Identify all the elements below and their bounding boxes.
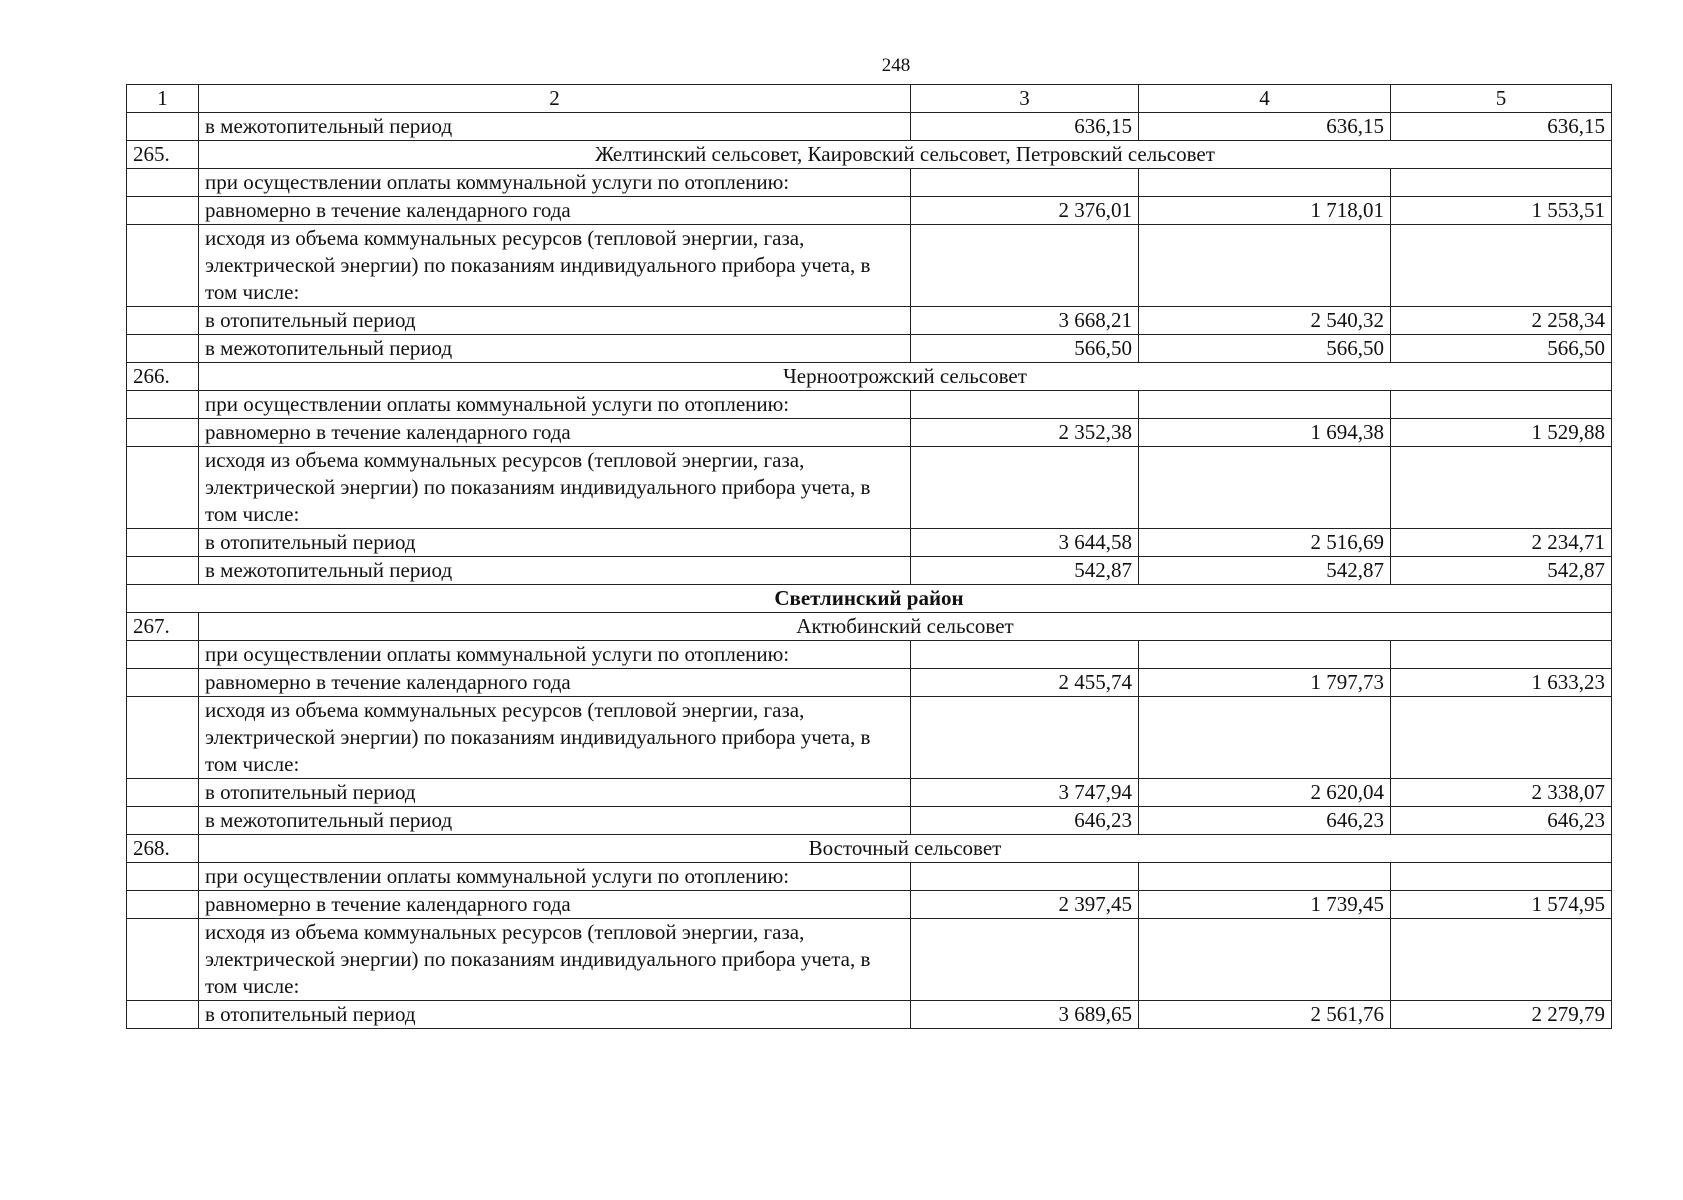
value-col-4 bbox=[1139, 169, 1391, 197]
value-col-5: 542,87 bbox=[1391, 557, 1612, 585]
row-label: исходя из объема коммунальных ресурсов (тепловой энергии, газа, электрической энергии) по показаниям индивидуального прибора учета, в том числе: bbox=[199, 225, 911, 307]
value-col-3 bbox=[911, 169, 1139, 197]
value-col-5: 566,50 bbox=[1391, 335, 1612, 363]
table-row bbox=[127, 641, 1612, 669]
row-label: в отопительный период bbox=[199, 1001, 911, 1029]
row-label: в отопительный период bbox=[199, 529, 911, 557]
value-col-4: 2 540,32 bbox=[1139, 307, 1391, 335]
value-col-3: 3 747,94 bbox=[911, 779, 1139, 807]
table-row bbox=[127, 419, 1612, 447]
group-title: Желтинский сельсовет, Каировский сельсовет, Петровский сельсовет bbox=[199, 141, 1612, 169]
value-col-5: 1 574,95 bbox=[1391, 891, 1612, 919]
header-cell-1: 1 bbox=[127, 85, 199, 113]
value-col-4: 2 516,69 bbox=[1139, 529, 1391, 557]
row-index bbox=[127, 307, 199, 335]
row-index: 267. bbox=[127, 613, 199, 641]
row-label: в отопительный период bbox=[199, 779, 911, 807]
group-row bbox=[127, 613, 1612, 641]
value-col-3: 2 376,01 bbox=[911, 197, 1139, 225]
value-col-3 bbox=[911, 697, 1139, 779]
value-col-3: 2 397,45 bbox=[911, 891, 1139, 919]
value-col-4 bbox=[1139, 863, 1391, 891]
value-col-5 bbox=[1391, 391, 1612, 419]
table-row bbox=[127, 1001, 1612, 1029]
group-title: Восточный сельсовет bbox=[199, 835, 1612, 863]
row-index bbox=[127, 807, 199, 835]
table-row bbox=[127, 669, 1612, 697]
tariff-table bbox=[126, 84, 1612, 1029]
section-row bbox=[127, 585, 1612, 613]
table-row bbox=[127, 697, 1612, 779]
value-col-4: 1 739,45 bbox=[1139, 891, 1391, 919]
header-cell-5: 5 bbox=[1391, 85, 1612, 113]
value-col-3: 2 455,74 bbox=[911, 669, 1139, 697]
table-row bbox=[127, 891, 1612, 919]
value-col-4: 1 718,01 bbox=[1139, 197, 1391, 225]
row-label: в межотопительный период bbox=[199, 335, 911, 363]
value-col-5: 646,23 bbox=[1391, 807, 1612, 835]
row-label: в отопительный период bbox=[199, 307, 911, 335]
table-row bbox=[127, 863, 1612, 891]
row-label: равномерно в течение календарного года bbox=[199, 197, 911, 225]
value-col-4: 542,87 bbox=[1139, 557, 1391, 585]
row-index: 265. bbox=[127, 141, 199, 169]
value-col-3: 3 689,65 bbox=[911, 1001, 1139, 1029]
row-index bbox=[127, 697, 199, 779]
value-col-5: 1 633,23 bbox=[1391, 669, 1612, 697]
group-row bbox=[127, 141, 1612, 169]
table-row bbox=[127, 557, 1612, 585]
table-row bbox=[127, 335, 1612, 363]
value-col-5: 636,15 bbox=[1391, 113, 1612, 141]
value-col-3 bbox=[911, 391, 1139, 419]
row-label: в межотопительный период bbox=[199, 807, 911, 835]
value-col-4: 566,50 bbox=[1139, 335, 1391, 363]
row-index bbox=[127, 641, 199, 669]
table-row bbox=[127, 807, 1612, 835]
table-row bbox=[127, 391, 1612, 419]
value-col-5: 2 234,71 bbox=[1391, 529, 1612, 557]
value-col-5: 2 338,07 bbox=[1391, 779, 1612, 807]
value-col-3 bbox=[911, 447, 1139, 529]
value-col-4 bbox=[1139, 447, 1391, 529]
group-title: Черноотрожский сельсовет bbox=[199, 363, 1612, 391]
row-index bbox=[127, 225, 199, 307]
group-title: Актюбинский сельсовет bbox=[199, 613, 1612, 641]
table-row bbox=[127, 169, 1612, 197]
header-cell-4: 4 bbox=[1139, 85, 1391, 113]
row-index bbox=[127, 779, 199, 807]
row-label: равномерно в течение календарного года bbox=[199, 891, 911, 919]
row-index bbox=[127, 335, 199, 363]
row-index bbox=[127, 529, 199, 557]
value-col-4 bbox=[1139, 697, 1391, 779]
row-index bbox=[127, 197, 199, 225]
row-label: исходя из объема коммунальных ресурсов (тепловой энергии, газа, электрической энергии) по показаниям индивидуального прибора учета, в том числе: bbox=[199, 697, 911, 779]
value-col-5 bbox=[1391, 919, 1612, 1001]
row-label: при осуществлении оплаты коммунальной услуги по отоплению: bbox=[199, 391, 911, 419]
value-col-4: 646,23 bbox=[1139, 807, 1391, 835]
value-col-5: 1 553,51 bbox=[1391, 197, 1612, 225]
value-col-4 bbox=[1139, 919, 1391, 1001]
table-row bbox=[127, 529, 1612, 557]
value-col-3 bbox=[911, 863, 1139, 891]
row-label: при осуществлении оплаты коммунальной услуги по отоплению: bbox=[199, 169, 911, 197]
row-index bbox=[127, 391, 199, 419]
value-col-4 bbox=[1139, 225, 1391, 307]
value-col-5 bbox=[1391, 697, 1612, 779]
row-index: 268. bbox=[127, 835, 199, 863]
row-index bbox=[127, 863, 199, 891]
row-label: равномерно в течение календарного года bbox=[199, 419, 911, 447]
value-col-5 bbox=[1391, 447, 1612, 529]
row-label: при осуществлении оплаты коммунальной услуги по отоплению: bbox=[199, 641, 911, 669]
value-col-3 bbox=[911, 919, 1139, 1001]
row-label: равномерно в течение календарного года bbox=[199, 669, 911, 697]
value-col-3: 646,23 bbox=[911, 807, 1139, 835]
value-col-5 bbox=[1391, 641, 1612, 669]
table-row bbox=[127, 113, 1612, 141]
value-col-4 bbox=[1139, 641, 1391, 669]
row-label: при осуществлении оплаты коммунальной услуги по отоплению: bbox=[199, 863, 911, 891]
table-row bbox=[127, 447, 1612, 529]
value-col-5: 2 258,34 bbox=[1391, 307, 1612, 335]
value-col-4: 2 620,04 bbox=[1139, 779, 1391, 807]
table-row bbox=[127, 919, 1612, 1001]
group-row bbox=[127, 363, 1612, 391]
value-col-3: 2 352,38 bbox=[911, 419, 1139, 447]
row-index bbox=[127, 113, 199, 141]
value-col-3: 636,15 bbox=[911, 113, 1139, 141]
row-index bbox=[127, 891, 199, 919]
header-cell-2: 2 bbox=[199, 85, 911, 113]
value-col-4 bbox=[1139, 391, 1391, 419]
section-title: Светлинский район bbox=[127, 585, 1612, 613]
value-col-5: 1 529,88 bbox=[1391, 419, 1612, 447]
table-row bbox=[127, 225, 1612, 307]
value-col-4: 636,15 bbox=[1139, 113, 1391, 141]
value-col-3 bbox=[911, 225, 1139, 307]
table-row bbox=[127, 307, 1612, 335]
value-col-3: 3 644,58 bbox=[911, 529, 1139, 557]
row-index: 266. bbox=[127, 363, 199, 391]
value-col-5 bbox=[1391, 225, 1612, 307]
value-col-5 bbox=[1391, 169, 1612, 197]
row-index bbox=[127, 919, 199, 1001]
row-index bbox=[127, 169, 199, 197]
value-col-3: 542,87 bbox=[911, 557, 1139, 585]
value-col-4: 1 797,73 bbox=[1139, 669, 1391, 697]
value-col-3: 3 668,21 bbox=[911, 307, 1139, 335]
table-row bbox=[127, 779, 1612, 807]
table-row bbox=[127, 197, 1612, 225]
value-col-3: 566,50 bbox=[911, 335, 1139, 363]
group-row bbox=[127, 835, 1612, 863]
row-label: исходя из объема коммунальных ресурсов (тепловой энергии, газа, электрической энергии) по показаниям индивидуального прибора учета, в том числе: bbox=[199, 919, 911, 1001]
row-index bbox=[127, 419, 199, 447]
row-index bbox=[127, 1001, 199, 1029]
value-col-5 bbox=[1391, 863, 1612, 891]
page-number: 248 bbox=[881, 55, 911, 76]
row-label: в межотопительный период bbox=[199, 557, 911, 585]
row-index bbox=[127, 447, 199, 529]
value-col-4: 1 694,38 bbox=[1139, 419, 1391, 447]
row-label: исходя из объема коммунальных ресурсов (тепловой энергии, газа, электрической энергии) по показаниям индивидуального прибора учета, в том числе: bbox=[199, 447, 911, 529]
value-col-4: 2 561,76 bbox=[1139, 1001, 1391, 1029]
row-index bbox=[127, 669, 199, 697]
row-index bbox=[127, 557, 199, 585]
header-cell-3: 3 bbox=[911, 85, 1139, 113]
header-row bbox=[127, 85, 1612, 113]
value-col-3 bbox=[911, 641, 1139, 669]
value-col-5: 2 279,79 bbox=[1391, 1001, 1612, 1029]
row-label: в межотопительный период bbox=[199, 113, 911, 141]
